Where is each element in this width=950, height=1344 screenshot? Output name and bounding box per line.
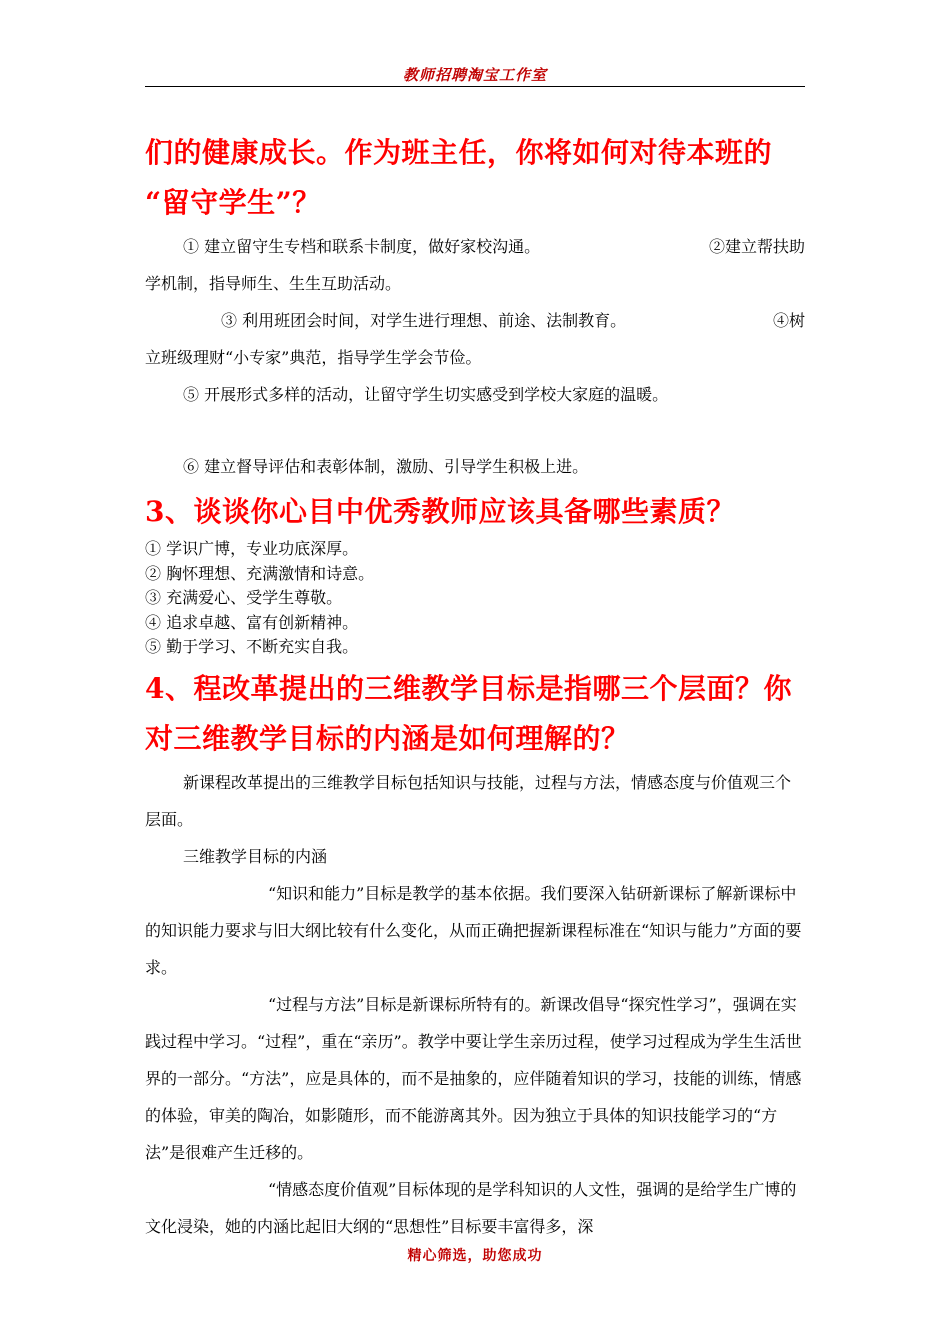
section3-heading: 3、谈谈你心目中优秀教师应该具备哪些素质？ xyxy=(145,495,735,528)
section4-heading-line1: 4、程改革提出的三维教学目标是指哪三个层面？你 xyxy=(145,671,792,705)
section2-item6: ⑥ 建立督导评估和表彰体制，激励、引导学生积极上进。 xyxy=(183,457,589,476)
section2-heading-line1: 们的健康成长。作为班主任，你将如何对待本班的 xyxy=(145,136,773,169)
header-divider xyxy=(145,86,805,87)
section2-item2-start: ②建立帮扶助 xyxy=(708,237,805,256)
section4-subtitle: 三维教学目标的内涵 xyxy=(183,846,328,866)
section4-heading-line2: 对三维教学目标的内涵是如何理解的？ xyxy=(145,721,630,755)
section4-intro: 新课程改革提出的三维教学目标包括知识与技能，过程与方法，情感态度与价值观三个层面。 xyxy=(145,772,792,829)
section2-item1-row xyxy=(145,228,805,265)
section2-item4-start: ④树 xyxy=(772,311,805,330)
section4-para3: “情感态度价值观”目标体现的是学科知识的人文性，强调的是给学生广博的文化浸染，她的内涵比起旧大纲的“思想性”目标要丰富得多，深 xyxy=(145,1179,797,1236)
section2-item4-rest: 立班级理财“小专家”典范，指导学生学会节俭。 xyxy=(145,348,482,367)
section3-item: ① 学识广博，专业功底深厚。 xyxy=(145,539,359,558)
section2-item5: ⑤ 开展形式多样的活动，让留守学生切实感受到学校大家庭的温暖。 xyxy=(183,385,669,404)
section2-item2-rest: 学机制，指导师生、生生互助活动。 xyxy=(145,274,402,293)
section4-para2: “过程与方法”目标是新课标所特有的。新课改倡导“探究性学习”，强调在实践过程中学习。“过程”，重在“亲历”。教学中要让学生亲历过程，使学习过程成为学生生活世界的一部分。“方法”，应是具体的，而不是抽象的，应伴随着知识的学习，技能的训练，情感的体验，审美的陶冶，如影随形，而不能游离其外。因为独立于具体的知识技能学习的“方法”是很难产生迁移的。 xyxy=(145,994,802,1162)
page-footer: 精心筛选，助您成功 xyxy=(407,1248,543,1264)
spacer xyxy=(145,413,805,448)
section2-item1: ① 建立留守生专档和联系卡制度，做好家校沟通。 xyxy=(183,237,541,256)
page-header: 教师招聘淘宝工作室 xyxy=(402,66,547,84)
section3-item: ⑤ 勤于学习、不断充实自我。 xyxy=(145,637,359,656)
section3-item: ② 胸怀理想、充满激情和诗意。 xyxy=(145,563,375,583)
section2-item3-row xyxy=(145,302,805,339)
section4-para1: “知识和能力”目标是教学的基本依据。我们要深入钻研新课标了解新课标中的知识能力要求与旧大纲比较有什么变化，从而正确把握新课程标准在“知识与能力”方面的要求。 xyxy=(145,883,802,977)
section3-item: ④ 追求卓越、富有创新精神。 xyxy=(145,612,359,632)
document-body xyxy=(145,128,805,1245)
section3-item: ③ 充满爱心、受学生尊敬。 xyxy=(145,588,343,607)
section2-item3: ③ 利用班团会时间，对学生进行理想、前途、法制教育。 xyxy=(221,311,627,330)
section2-heading-line2: “留守学生”？ xyxy=(145,186,321,219)
